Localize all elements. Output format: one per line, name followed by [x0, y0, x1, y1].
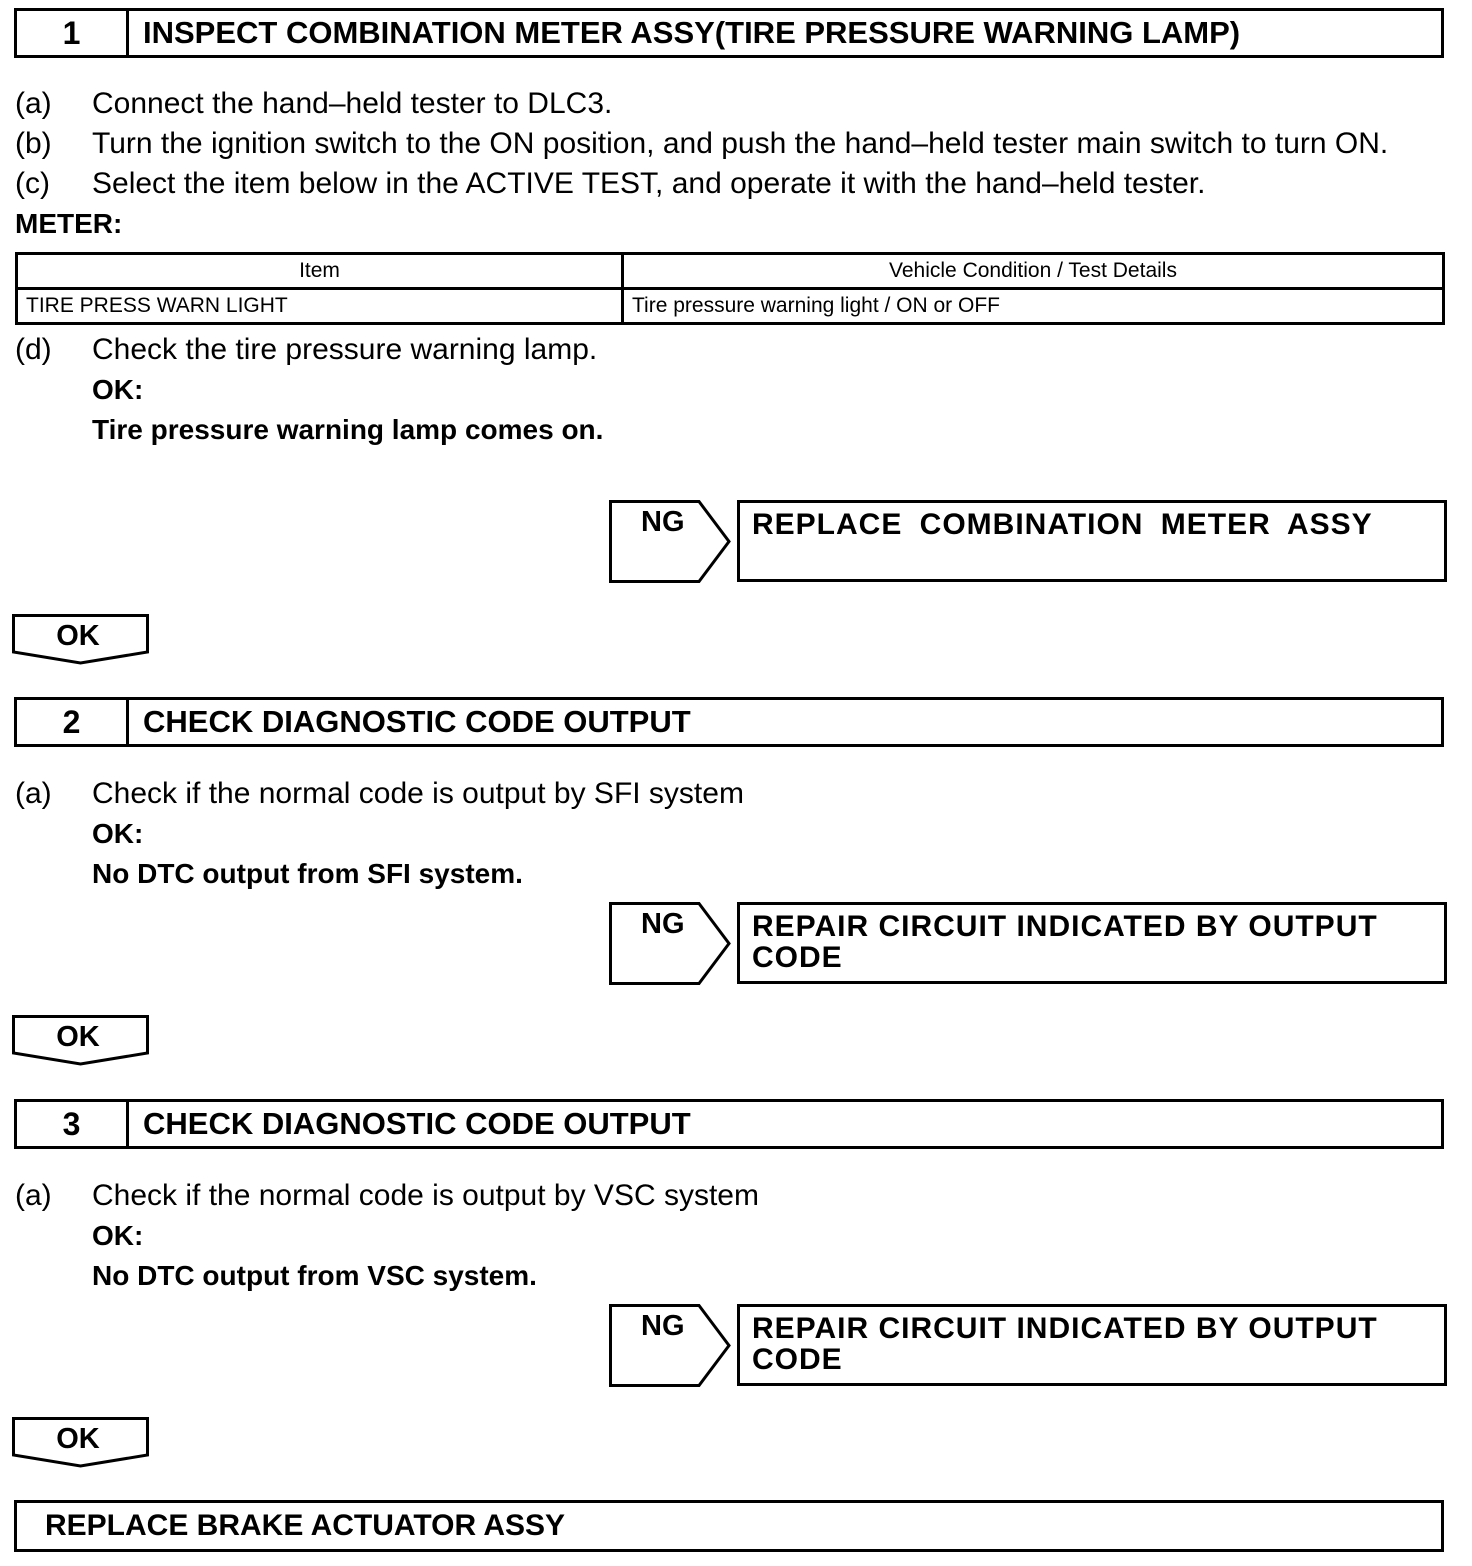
- ng-action-3: [752, 1313, 1434, 1375]
- ng-label-1: NG: [641, 506, 685, 538]
- ng-action-3-line1: REPAIR CIRCUIT INDICATED BY OUTPUT: [752, 1312, 1378, 1345]
- step-2-title: CHECK DIAGNOSTIC CODE OUTPUT: [143, 704, 691, 739]
- step-1-title: INSPECT COMBINATION METER ASSY(TIRE PRESSURE WARNING LAMP): [143, 15, 1241, 50]
- instruction-a-text: Connect the hand–held tester to DLC3.: [92, 87, 613, 120]
- instruction-d-label: (d): [15, 333, 52, 366]
- meter-table: [15, 252, 1445, 325]
- ok-branch-2: [12, 1015, 150, 1067]
- step-3-title: CHECK DIAGNOSTIC CODE OUTPUT: [143, 1106, 691, 1141]
- instruction-d-text: Check the tire pressure warning lamp.: [92, 333, 598, 366]
- instruction-c-text: Select the item below in the ACTIVE TEST, and operate it with the hand–held tester.: [92, 167, 1206, 200]
- ok-condition-1: Tire pressure warning lamp comes on.: [92, 414, 604, 445]
- ng-action-2-line2: CODE: [752, 941, 843, 974]
- ng-label-3: NG: [641, 1310, 685, 1342]
- ng-action-box-2: [737, 902, 1447, 984]
- step-3-check-label: (a): [15, 1179, 52, 1212]
- final-action-box: [14, 1500, 1444, 1552]
- instruction-b-text: Turn the ignition switch to the ON position, and push the hand–held tester main switch to turn ON.: [92, 127, 1389, 160]
- ng-branch-2: [609, 902, 1447, 986]
- table-row: [17, 289, 1444, 324]
- step-3-header: [14, 1099, 1444, 1149]
- table-cell-item: TIRE PRESS WARN LIGHT: [17, 289, 623, 324]
- table-cell-condition: Tire pressure warning light / ON or OFF: [623, 289, 1444, 324]
- step-2-check-text: Check if the normal code is output by SFI system: [92, 777, 744, 810]
- ok-branch-3: [12, 1417, 150, 1469]
- ok-arrow-label-3: OK: [56, 1423, 100, 1455]
- ok-condition-3: No DTC output from VSC system.: [92, 1260, 537, 1291]
- instruction-a-label: (a): [15, 87, 52, 120]
- ng-branch-1: [609, 500, 1447, 584]
- step-1-header: [14, 8, 1444, 58]
- ok-label-1: OK:: [92, 374, 144, 405]
- step-2-check-label: (a): [15, 777, 52, 810]
- ng-branch-3: [609, 1304, 1447, 1388]
- ok-branch-1: [12, 614, 150, 666]
- ng-action-box-3: [737, 1304, 1447, 1386]
- instruction-b-label: (b): [15, 127, 52, 160]
- step-3-number: 3: [17, 1102, 129, 1146]
- table-header-item: Item: [17, 254, 623, 289]
- ok-label-2: OK:: [92, 818, 144, 849]
- table-header-row: [17, 254, 1444, 289]
- ok-label-3: OK:: [92, 1220, 144, 1251]
- ng-action-box-1: [737, 500, 1447, 582]
- instruction-c-label: (c): [15, 167, 50, 200]
- ok-arrow-label-1: OK: [56, 620, 100, 652]
- ok-arrow-label-2: OK: [56, 1021, 100, 1053]
- ng-action-1: REPLACE COMBINATION METER ASSY: [752, 508, 1373, 541]
- step-3-check-text: Check if the normal code is output by VSC system: [92, 1179, 759, 1212]
- ng-label-2: NG: [641, 908, 685, 940]
- ok-condition-2: No DTC output from SFI system.: [92, 858, 523, 889]
- step-1-number: 1: [17, 11, 129, 55]
- step-2-header: [14, 697, 1444, 747]
- ng-action-2-line1: REPAIR CIRCUIT INDICATED BY OUTPUT: [752, 910, 1378, 943]
- table-header-condition: Vehicle Condition / Test Details: [623, 254, 1444, 289]
- ng-action-3-line2: CODE: [752, 1343, 843, 1376]
- final-action-text: REPLACE BRAKE ACTUATOR ASSY: [45, 1509, 566, 1542]
- step-2-number: 2: [17, 700, 129, 744]
- meter-caption: METER:: [15, 208, 123, 239]
- ng-action-2: [752, 911, 1434, 973]
